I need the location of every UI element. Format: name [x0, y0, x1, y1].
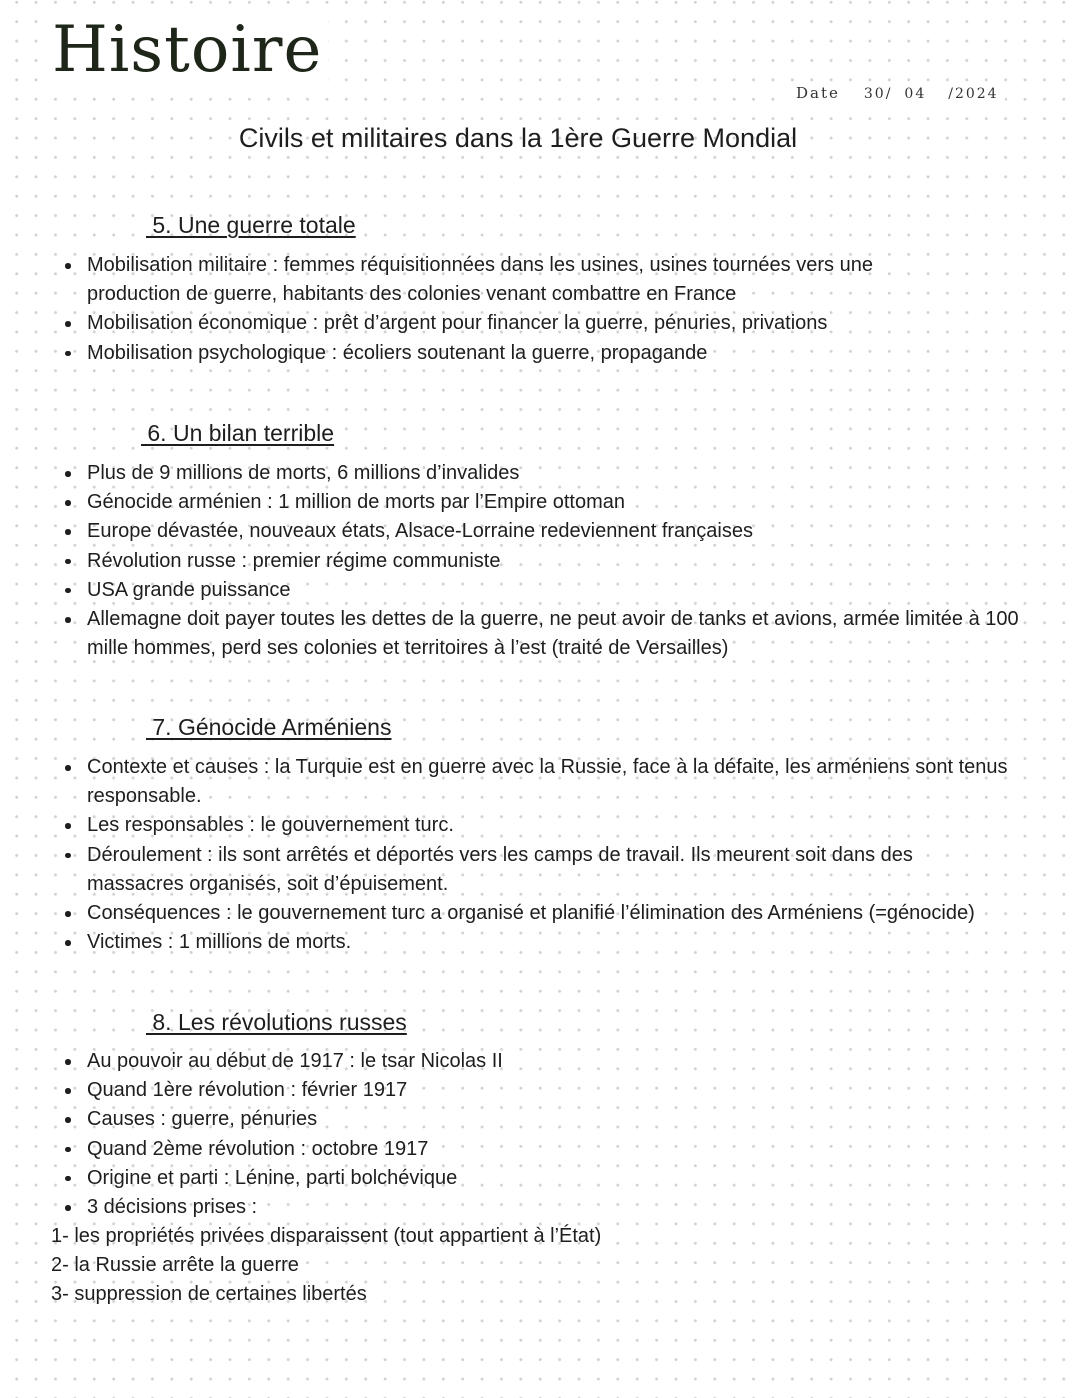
date-field [790, 82, 1005, 104]
list-item: USA grande puissance [0, 576, 1060, 605]
numbered-item: 1- les propriétés privées disparaissent (tout appartient à l’État) [51, 1225, 602, 1247]
list-item: Révolution russe : premier régime communiste [0, 547, 1060, 576]
bullet-list [0, 753, 1075, 957]
page-title: Civils et militaires dans la 1ère Guerre Mondial [238, 123, 798, 153]
subject-heading: Histoire [50, 14, 328, 88]
list-item: Allemagne doit payer toutes les dettes de la guerre, ne peut avoir de tanks et avions, armée limitée à 100 mille hommes, perd ses colonies et territoires à l’est (traité de Versailles) [0, 605, 1060, 663]
date-year: /2024 [948, 86, 999, 102]
list-item: Les responsables : le gouvernement turc. [0, 811, 1075, 840]
list-item: Quand 1ère révolution : février 1917 [0, 1076, 1060, 1105]
list-item: Plus de 9 millions de morts, 6 millions d’invalides [0, 459, 1060, 488]
list-item: 3 décisions prises : [0, 1193, 1060, 1222]
date-label: Date [796, 84, 840, 102]
list-item: Europe dévastée, nouveaux états, Alsace-Lorraine redeviennent françaises [0, 517, 1060, 546]
list-item: Contexte et causes : la Turquie est en guerre avec la Russie, face à la défaite, les arméniens sont tenus responsable. [0, 753, 1075, 811]
section-heading: 8. Les révolutions russes [146, 1009, 407, 1035]
date-month: 04 [904, 86, 927, 102]
bullet-list [0, 1047, 1060, 1222]
bullet-list [0, 251, 1060, 368]
list-item: Quand 2ème révolution : octobre 1917 [0, 1135, 1060, 1164]
list-item: Mobilisation militaire : femmes réquisitionnées dans les usines, usines tournées vers une production de guerre, habitants des colonies venant combattre en France [0, 251, 1060, 309]
list-item: Causes : guerre, pénuries [0, 1105, 1060, 1134]
numbered-item: 2- la Russie arrête la guerre [51, 1254, 299, 1277]
section-heading: 5. Une guerre totale [146, 212, 356, 238]
section-heading: 7. Génocide Arméniens [146, 714, 392, 740]
list-item: Génocide arménien : 1 million de morts par l’Empire ottoman [0, 488, 1060, 517]
list-item: Au pouvoir au début de 1917 : le tsar Nicolas II [0, 1047, 1060, 1076]
list-item: Victimes : 1 millions de morts. [0, 928, 1075, 957]
list-item: Conséquences : le gouvernement turc a organisé et planifié l’élimination des Arméniens (=génocide) [0, 899, 1075, 928]
list-item: Déroulement : ils sont arrêtés et déportés vers les camps de travail. Ils meurent soit dans des massacres organisés, soit d’épuisement. [0, 841, 1075, 899]
section-heading: 6. Un bilan terrible [141, 420, 335, 446]
list-item: Mobilisation économique : prêt d’argent pour financer la guerre, pénuries, privations [0, 309, 1060, 338]
list-item: Origine et parti : Lénine, parti bolchévique [0, 1164, 1060, 1193]
date-day: 30/ [863, 86, 893, 102]
list-item: Mobilisation psychologique : écoliers soutenant la guerre, propagande [0, 339, 1060, 368]
numbered-item: 3- suppression de certaines libertés [51, 1283, 367, 1306]
bullet-list [0, 459, 1060, 663]
numbered-list [51, 1222, 601, 1310]
